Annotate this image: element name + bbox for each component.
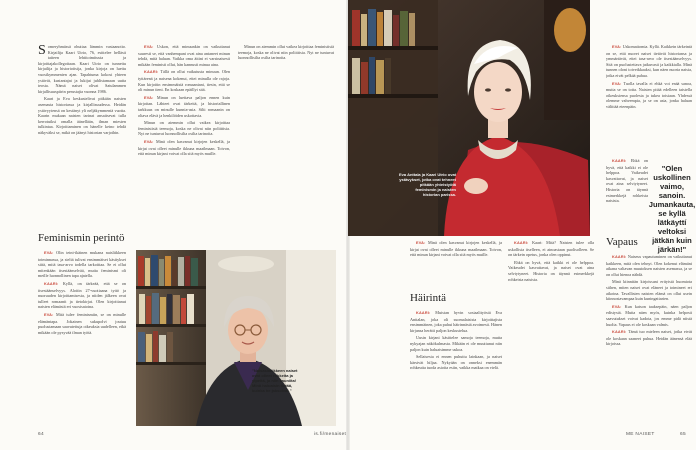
- vapaus-paragraph-2: Minä kiinnitän kirjoissani erityistä huomiota siihen, miten naiset ovat eläneet ja toimineet eri aikoina. Tavallisten naisten elämä on ollut usein kiinnostavampaa kuin kuningattarien.: [606, 279, 692, 302]
- page-number-left: 64: [38, 432, 44, 437]
- heading-harinta: Häirintä: [410, 292, 447, 304]
- pull-quote: "Olen uskollinen vaimo, sanoin. Jumankauta, se kyllä lätkäyttí veltoksi jätkän kuin järkän!": [648, 164, 696, 254]
- feminism-column: [38, 250, 126, 430]
- right-paragraph-1: EVA: Uskomattomia. Kyllä. Kaikkein tärkeintä on se, että nuoret naiset tietävät historiansa ja ymmärtävät, ettei tasa-arvo ole itsestäänselvyys. Sitä on puolustettava jatkuvasti ja kaikkialla. Minä tunnen oloni toiveikkaaksi, kun näen nuoria naisia, jotka eivät pelkää puhua.: [606, 44, 692, 78]
- drop-cap: S: [38, 44, 46, 58]
- right-middle-paragraph-1: EVA: Minä olen kasvanut kirjojen keskellä, ja kirjat ovat olleet minulle ikkuna maailmaan. Toivon, että minun kirjani voivat olla sitä myös muille.: [410, 240, 502, 258]
- page-number-right: 65: [680, 432, 686, 437]
- heading-vapaus: Vapaus: [606, 236, 638, 248]
- harinta-paragraph-1: KAARI: Muistan hyvin sosiaalityöstä Eva Anttalan, joka oli suomalaisista kirjoittajista ensimmäinen, joka puhui häirinnästä avoimesti. Hänen kirjansa herätti paljon keskustelua.: [410, 310, 502, 333]
- portrait-illustration: [136, 250, 336, 426]
- intro-paragraph-2: Kaari ja Eva keskustelivat pitkään naisten asemasta historiassa ja kirjallisuudessa. Heidän ystävyytensä on kestänyt yli neljäkymmentä vuotta. Kaarin mukaan naisten tarinat ansaitsevat tulla kerrotuiksi omalla äänellään, ilman miesten tulkintaa. Kirjoittaminen on hänelle keino tehdä näkyväksi se, mikä on jäänyt historian varjoihin.: [38, 96, 126, 135]
- middle-paragraph-2: KAARI: Tällä on ollut vaikutusta minuun. Olen tyttärenä ja naisena kokenut, ettei minulla ole rajoja. Kun kirjoitin ensimmäistä romaaniani, tiesin, että se oli minun tieni. En koskaan epäillyt sitä.: [138, 69, 230, 93]
- middle-column-bottom: [238, 44, 334, 194]
- vapaus-paragraph-1: KAARI: Naiseus vapautuminen on vaikuttanut kaikkeen, mitä olen tehnyt. Olen kokenut elämäni aikana valtavan muutoksen naisten asemassa, ja se on ollut hienoa nähdä.: [606, 254, 692, 277]
- right-paragraph-3: KAARI: Ehkä on hyvä, että kaikki ei ole helppoa. Vaikeudet kasvattavat, ja naiset ovat aina selviytyneet. Historia on täynnä esimerkkejä rohkeista naisista.: [606, 158, 648, 204]
- vapaus-paragraph-3: EVA: Kun katson taaksepäin, näen paljon edistystä. Mutta näen myös, kuinka helposti saavutukset voivat kadota, jos emme pidä niistä huolta. Vapaus ei ole koskaan valmis.: [606, 303, 692, 327]
- middle-paragraph-1: EVA: Uskon, että minuunkin on vaikuttanut suuresti se, että vanhempani ovat aina antaneet minun tehdä, mitä haluan. Vaikka oma äitini ei varsinaisesti mikään feministi ollut, hän kannusti minua aina.: [138, 44, 230, 67]
- page-gutter: [346, 0, 350, 450]
- portrait-caption: "Naisasialiikkeen naiset ovat olleet rohkeita ja ylpeitä, ja niin kauniita! Minä haluaisin tietää, kuinka he jaksoivat.": [252, 368, 298, 393]
- feminism-paragraph-2: KAARI: Kyllä, on tärkeää, että se on itsestäänselvyys. Aloitin 27-vuotiaana tyttö ja nuoruuden kirjoittamisesta, ja niiden jälkeen ovat tulleet romaanit ja tietokirjat. Olen kirjoittanut naisten elämästä eri vuosisatoina.: [38, 280, 126, 310]
- right-paragraph-2: EVA: Tuolla tavalla ei ehkä voi enää sanoa, mutta se on totta. Naisten pitää edelleen taistella oikeuksiensa puolesta ja tukea toisiaan. Yhdessä olemme vahvempia, ja se on asia, jonka haluan välittää eteenpäin.: [606, 80, 692, 109]
- middle-paragraph-3: EVA: Minun on luettava paljon ennen kuin kirjoitan. Lähteet ovat tärkeitä, ja historiallinen tarkkuus on minulle kunnia-asia. Silti romaanin on oltava elävä ja henkilöiden uskottavia.: [138, 94, 230, 118]
- eva-caption: Eva Anttala ja Kaari Utrio ovat ystävykset, jotka ovat tehneet pitkään yhteistyötä feminismin ja naisten historian parissa.: [399, 172, 456, 197]
- heading-feminism: Feminismin perintö: [38, 232, 125, 244]
- intro-paragraph: omeryhmässä ohuttaa lämmin vastaanotto. Kirjailija Kaari Utrio, 76, esittelee hellästi taiteen lehtitoimitusta ja kirjoittajakollegoitaan. Kaari Utrio on tunnettu kirjailija ja historioitsija, jonka kirjoja on luettu vuosikymmenien ajan. Tapahtuma kokosi yhteen ystävät, kustantajat ja lukijat juhlistamaan uutta teosta. Nämä naiset olivat Satulammen kirjallisuuspiirin perustajia vuonna 1986.: [38, 44, 126, 94]
- vapaus-paragraph-4: KAARI: Tämä tuo mieleen naiset, jotka eivät ole koskaan saaneet puhua. Heidän äänensä elää kirjoissa.: [606, 329, 692, 347]
- footer-url: is.fi/menaiset: [314, 432, 347, 437]
- middle-column-top: [138, 44, 230, 194]
- harinta-paragraph-3: Sellaisesta ei ennen puhuttu lainkaan, ja naiset kärsivät hiljaa. Nykyään on onneksi enemmän rohkeutta tuoda asioita esiin, vaikka matkaa on vielä.: [410, 354, 502, 371]
- harinta-paragraph-2: Uusin kirjani käsittelee samoja teemoja, mutta nykyajan näkökulmasta. Mikään ei ole muuttunut niin paljon kuin haluaisimme uskoa.: [410, 335, 502, 352]
- right-column-mid: [606, 158, 648, 228]
- right-page: [314, 0, 696, 450]
- portrait-photo-kaari: [136, 250, 336, 426]
- right-column-center: [508, 240, 594, 428]
- feminism-paragraph-3: EVA: Mitä tulee feminismiin, se on minulle elämäntapa. Jokainen sukupolvi joutuu puolustamaan saavutettuja oikeuksia uudelleen, eikä mikään ole pysyvää ilman työtä.: [38, 311, 126, 335]
- right-column-top: [606, 44, 692, 154]
- harinta-column: [410, 310, 502, 428]
- middle-paragraph-5: EVA: Minä olen kasvanut kirjojen keskellä, ja kirjat ovat olleet minulle ikkuna maailmaan. Toivon, että minun kirjani voivat olla sitä myös muille.: [138, 138, 230, 157]
- footer-brand: ME NAISET: [626, 432, 655, 437]
- feminism-paragraph-1: EVA: Olin teini-ikäinen mukana naisliikkeen toiminnassa, ja sieltä tulivat ensimmäiset käsitykset siitä, mitä tasa-arvo todella tarkoittaa. Se ei ollut mitenkään itsestäänselvää, mutta feminismi oli meille luonnollinen tapa ajatella.: [38, 250, 126, 279]
- center-paragraph-2: Ehkä on hyvä, että kaikki ei ole helppoa. Vaikeudet kasvattavat, ja naiset ovat aina selviytyneet. Historia on täynnä esimerkkejä rohkeista naisista.: [508, 259, 594, 282]
- portrait-photo-eva: [348, 0, 590, 236]
- intro-column: [38, 44, 126, 210]
- right-middle-column: [410, 240, 502, 300]
- center-paragraph-1: KAARI: Kaari: Mitä? Naisten tulee olla uskollisia itselleen, ei ainoastaan puolisolleen. Se on tärkein opetus, jonka olen oppinut.: [508, 240, 594, 258]
- vapaus-column: [606, 254, 692, 428]
- eva-illustration: [348, 0, 590, 236]
- middle-paragraph-4: Minun on aiemmin ollut vaikea kirjoittaa feministisiä teemoja, koska ne olivat niin poliittisia. Nyt ne tuntuvat luonnollisilta osilta tarinoita.: [138, 120, 230, 137]
- middle-bottom-paragraph: Minun on aiemmin ollut vaikea kirjoittaa feministisiä teemoja, koska ne olivat niin poliittisia. Nyt ne tuntuvat luonnollisilta osilta tarinoita.: [238, 44, 334, 61]
